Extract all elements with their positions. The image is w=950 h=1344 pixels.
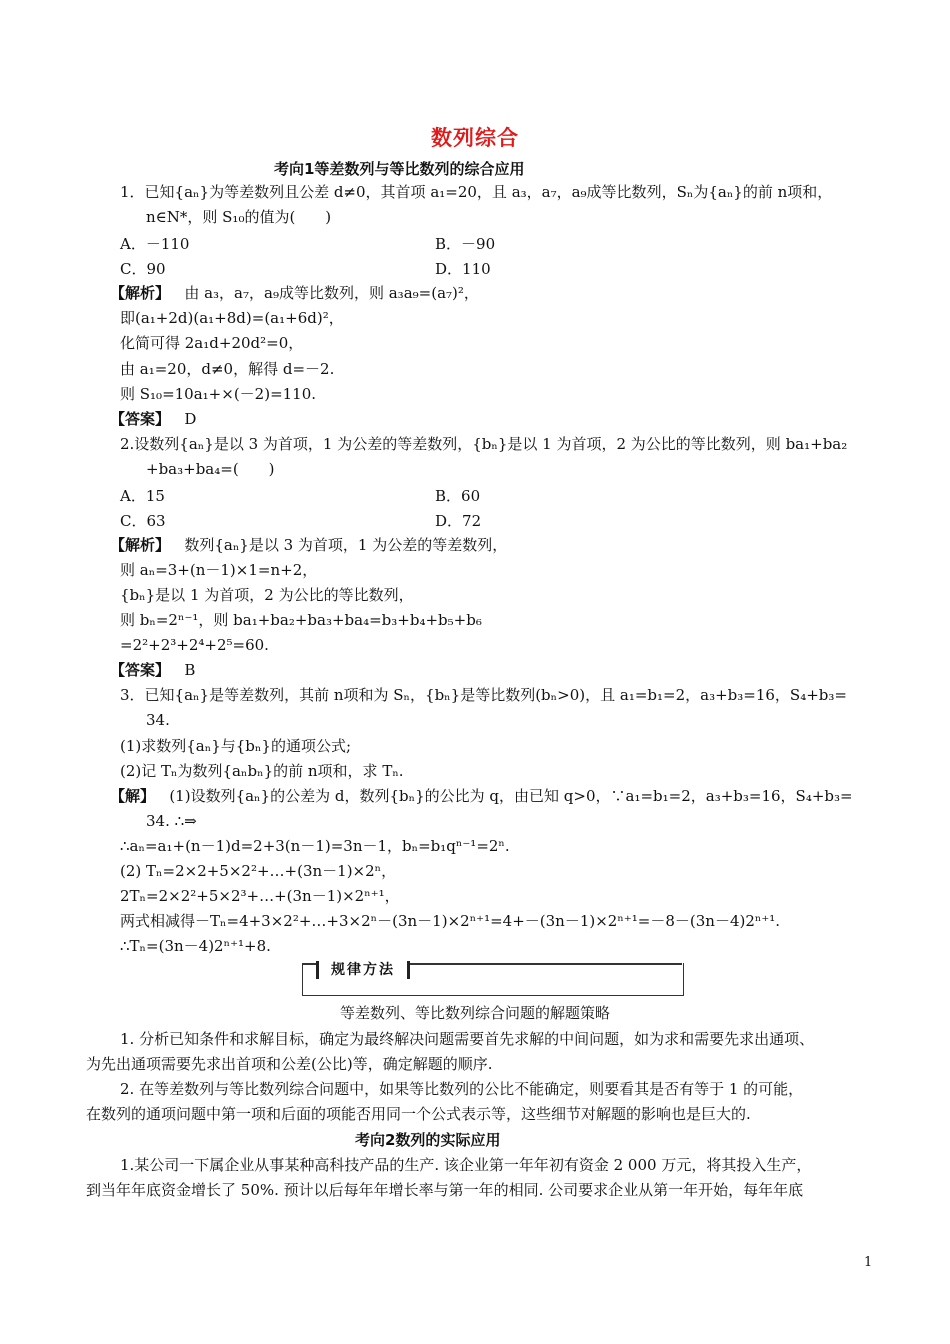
- method-paragraph-2b: 在数列的通项问题中第一项和后面的项能否用同一个公式表示等，这些细节对解题的影响也是巨大的.: [86, 1105, 751, 1123]
- q2-solution-5: =2²+2³+2⁴+2⁵=60.: [120, 636, 269, 654]
- q1-option-a: A．－110: [120, 235, 190, 253]
- q3-solution-7: ∴Tₙ=(3n－4)2ⁿ⁺¹+8.: [120, 937, 271, 955]
- q3-stem-line2: 34.: [146, 711, 170, 729]
- method-banner-label: 规律方法: [316, 958, 410, 982]
- q1-option-d: D．110: [435, 260, 491, 278]
- q2-solution-1: [110, 535, 507, 555]
- q2-option-d: D．72: [435, 512, 482, 530]
- q2-solution-4: 则 bₙ=2ⁿ⁻¹，则 ba₁+ba₂+ba₃+ba₄=b₃+b₄+b₅+b₆: [120, 611, 482, 629]
- q3-solution-5: 2Tₙ=2×2²+5×2³+…+(3n－1)×2ⁿ⁺¹，: [120, 887, 400, 905]
- q4-stem-line1: 1.某公司一下属企业从事某种高科技产品的生产. 该企业第一年年初有资金 2 000 万元，将其投入生产，: [120, 1156, 812, 1174]
- q3-solution-text-1: (1)设数列{aₙ}的公差为 d，数列{bₙ}的公比为 q，由已知 q>0，∵a₁=b₁=2，a₃+b₃=16，S₄+b₃=: [169, 787, 853, 805]
- section-heading-2: 考向2数列的实际应用: [355, 1131, 501, 1149]
- q4-stem-line2: 到当年年底资金增长了 50%. 预计以后每年年增长率与第一年的相同. 公司要求企业从第一年开始，每年年底: [86, 1181, 804, 1199]
- page-title: 数列综合: [431, 126, 519, 150]
- method-paragraph-1a: 1. 分析已知条件和求解目标，确定为最终解决问题需要首先求解的中间问题，如为求和需要先求出通项、: [120, 1030, 815, 1048]
- q3-part-2: (2)记 Tₙ为数列{aₙbₙ}的前 n项和，求 Tₙ.: [120, 762, 404, 780]
- method-paragraph-2a: 2. 在等差数列与等比数列综合问题中，如果等比数列的公比不能确定，则要看其是否有等于 1 的可能，: [120, 1080, 804, 1098]
- section-heading-1: 考向1等差数列与等比数列的综合应用: [274, 160, 525, 178]
- q3-solution-1: [110, 786, 853, 806]
- q3-solution-4: (2) Tₙ=2×2+5×2²+…+(3n－1)×2ⁿ，: [120, 862, 397, 880]
- q2-solution-text-1: 数列{aₙ}是以 3 为首项，1 为公差的等差数列，: [184, 536, 508, 554]
- q3-solution-tag: 【解】: [110, 787, 156, 805]
- q2-answer-tag: 【答案】: [110, 661, 171, 679]
- method-paragraph-1b: 为先出通项需要先求出首项和公差(公比)等，确定解题的顺序.: [86, 1055, 493, 1073]
- q1-solution-tag: 【解析】: [110, 284, 171, 302]
- q2-solution-2: 则 aₙ=3+(n－1)×1=n+2，: [120, 561, 318, 579]
- q2-answer: [110, 660, 195, 680]
- q3-solution-6: 两式相减得－Tₙ=4+3×2²+…+3×2ⁿ－(3n－1)×2ⁿ⁺¹=4+－(3n－1)×2ⁿ⁺¹=－8－(3n－4)2ⁿ⁺¹.: [120, 912, 781, 930]
- method-heading: 等差数列、等比数列综合问题的解题策略: [340, 1004, 611, 1022]
- q3-stem-line1: 3．已知{aₙ}是等差数列，其前 n项和为 Sₙ，{bₙ}是等比数列(bₙ>0)，且 a₁=b₁=2，a₃+b₃=16，S₄+b₃=: [120, 686, 847, 704]
- page-number: 1: [864, 1255, 873, 1270]
- q1-solution-5: 则 S₁₀=10a₁+×(－2)=110.: [120, 385, 317, 403]
- q1-answer: [110, 409, 196, 429]
- q3-solution-2: 34. ∴⇒: [146, 812, 197, 830]
- q1-option-b: B．－90: [435, 235, 496, 253]
- q1-option-c: C．90: [120, 260, 166, 278]
- q1-solution-3: 化简可得 2a₁d+20d²=0，: [120, 334, 304, 352]
- q2-option-c: C．63: [120, 512, 166, 530]
- q2-option-a: A．15: [120, 487, 165, 505]
- q1-solution-4: 由 a₁=20，d≠0，解得 d=－2.: [120, 360, 335, 378]
- q2-solution-3: {bₙ}是以 1 为首项，2 为公比的等比数列，: [120, 586, 414, 604]
- q2-option-b: B．60: [435, 487, 481, 505]
- q1-answer-tag: 【答案】: [110, 410, 171, 428]
- q2-solution-tag: 【解析】: [110, 536, 171, 554]
- q1-stem-line1: 1．已知{aₙ}为等差数列且公差 d≠0，其首项 a₁=20，且 a₃，a₇，a₉成等比数列，Sₙ为{aₙ}的前 n项和，: [120, 183, 833, 201]
- q2-stem-line1: 2.设数列{aₙ}是以 3 为首项，1 为公差的等差数列，{bₙ}是以 1 为首项，2 为公比的等比数列，则 ba₁+ba₂: [120, 435, 848, 453]
- q1-stem-line2: n∈N*，则 S₁₀的值为( ): [146, 208, 332, 226]
- q2-answer-value: B: [184, 661, 196, 679]
- q1-answer-value: D: [184, 410, 197, 428]
- q1-solution-2: 即(a₁+2d)(a₁+8d)=(a₁+6d)²，: [120, 309, 344, 327]
- q3-solution-3: ∴aₙ=a₁+(n－1)d=2+3(n－1)=3n－1，bₙ=b₁qⁿ⁻¹=2ⁿ.: [120, 837, 510, 855]
- q1-solution-text-1: 由 a₃，a₇，a₉成等比数列，则 a₃a₉=(a₇)²，: [184, 284, 479, 302]
- q1-solution-1: [110, 283, 479, 303]
- q2-stem-line2: +ba₃+ba₄=( ): [146, 460, 275, 478]
- q3-part-1: (1)求数列{aₙ}与{bₙ}的通项公式;: [120, 737, 351, 755]
